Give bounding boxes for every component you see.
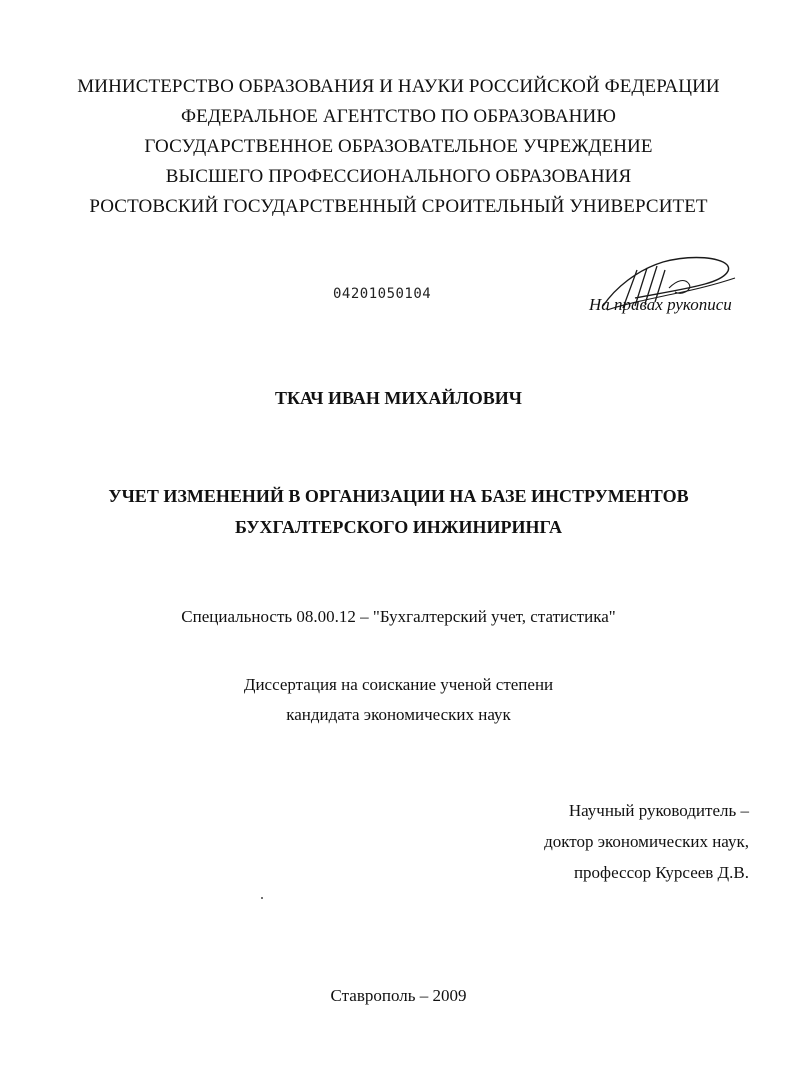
registration-code: 04201050104 (333, 286, 432, 302)
header-line-ministry: МИНИСТЕРСТВО ОБРАЗОВАНИЯ И НАУКИ РОССИЙСКОЙ ФЕДЕРАЦИИ (77, 76, 720, 97)
signature-icon (585, 248, 755, 328)
supervisor-line-role: Научный руководитель – (568, 801, 749, 820)
city-year: Ставрополь – 2009 (330, 986, 467, 1005)
header-line-university: РОСТОВСКИЙ ГОСУДАРСТВЕННЫЙ СРОИТЕЛЬНЫЙ УНИВЕРСИТЕТ (89, 196, 708, 217)
degree-line-2: кандидата экономических наук (286, 705, 511, 724)
manuscript-rights-note: На правах рукописи (589, 295, 732, 314)
header-line-agency: ФЕДЕРАЛЬНОЕ АГЕНТСТВО ПО ОБРАЗОВАНИЮ (181, 106, 616, 127)
author-name: ТКАЧ ИВАН МИХАЙЛОВИЧ (274, 388, 523, 408)
header-line-institution-type: ГОСУДАРСТВЕННОЕ ОБРАЗОВАТЕЛЬНОЕ УЧРЕЖДЕНИЕ (144, 136, 653, 157)
supervisor-block (544, 795, 749, 888)
degree-statement (0, 670, 797, 730)
supervisor-line-name: профессор Курсеев Д.В. (573, 863, 749, 882)
specialty-line: Специальность 08.00.12 – "Бухгалтерский учет, статистика" (181, 607, 616, 626)
title-line-1: УЧЕТ ИЗМЕНЕНИЙ В ОРГАНИЗАЦИИ НА БАЗЕ ИНСТРУМЕНТОВ (108, 486, 689, 506)
title-line-2: БУХГАЛТЕРСКОГО ИНЖИНИРИНГА (234, 517, 562, 537)
degree-line-1: Диссертация на соискание ученой степени (243, 675, 554, 694)
scan-speck (261, 897, 263, 899)
dissertation-title (0, 481, 797, 543)
institution-header (0, 72, 797, 222)
header-line-education-level: ВЫСШЕГО ПРОФЕССИОНАЛЬНОГО ОБРАЗОВАНИЯ (165, 166, 632, 187)
supervisor-line-degree: доктор экономических наук, (544, 832, 749, 851)
